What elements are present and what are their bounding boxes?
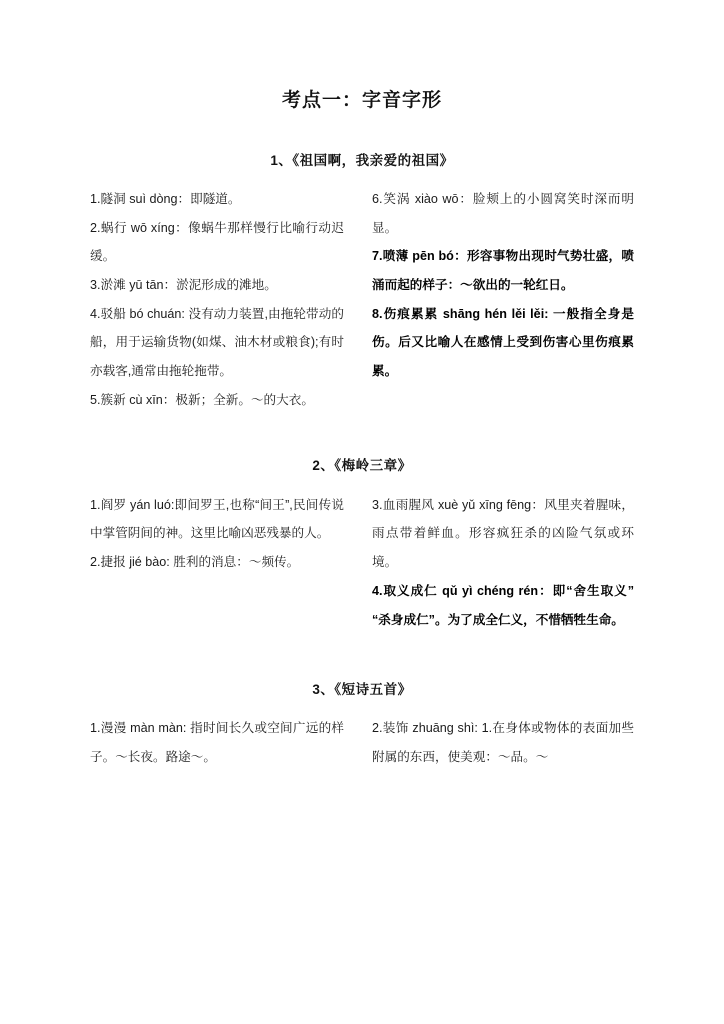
glossary-entry: 8.伤痕累累 shāng hén lěi lěi: 一般指全身是伤。后又比喻人在感情上受到伤害心里伤痕累累。: [372, 306, 634, 379]
glossary-entry: 1.隧洞 suì dòng：即隧道。: [90, 191, 241, 206]
glossary-entry: 2.蜗行 wō xíng：像蜗牛那样慢行比喻行动迟缓。: [90, 220, 344, 264]
section-2-heading: 2、《梅岭三章》: [312, 458, 412, 474]
glossary-entry: 6.笑涡 xiào wō：脸颊上的小圆窝笑时深而明显。: [372, 191, 634, 235]
page-title: 考点一：字音字形: [281, 90, 442, 111]
section-3-entries: [90, 700, 634, 771]
glossary-entry: 7.喷薄 pēn bó：形容事物出现时气势壮盛，喷涌而起的样子：～欲出的一轮红日。: [372, 249, 634, 292]
glossary-entry: 4.取义成仁 qǔ yì chéng rén：即“舍生取义”“杀身成仁”。为了成全仁义，不惜牺牲生命。: [372, 583, 634, 627]
glossary-entry: 1.阎罗 yán luó:即间罗王,也称“间王”,民间传说中掌管阴间的神。这里比喻凶恶残暴的人。: [90, 497, 344, 541]
section-3: [90, 634, 634, 772]
glossary-entry: 3.血雨腥风 xuè yǔ xīng fēng：风里夹着腥味，雨点带着鲜血。形容疯狂杀的凶险气氛或环境。: [372, 497, 634, 570]
glossary-entry: 2.捷报 jié bào: 胜利的消息：～频传。: [90, 555, 300, 570]
section-2-left-column: [90, 491, 362, 577]
section-1-heading: 1、《祖国啊，我亲爱的祖国》: [270, 152, 454, 168]
section-2-right-column: [362, 491, 634, 635]
section-2: [90, 414, 634, 634]
section-1: [90, 115, 634, 415]
glossary-entry: 5.簇新 cù xīn：极新；全新。～的大衣。: [90, 392, 314, 407]
glossary-entry: 3.淤滩 yū tān：淤泥形成的滩地。: [90, 277, 277, 292]
section-3-right-column: [362, 714, 634, 771]
glossary-entry: 1.漫漫 màn màn: 指时间长久或空间广远的样子。～长夜。路途～。: [90, 721, 344, 765]
section-1-right-column: [362, 185, 634, 386]
section-3-heading: 3、《短诗五首》: [312, 682, 412, 698]
section-3-left-column: [90, 714, 362, 771]
section-1-entries: [90, 171, 634, 415]
glossary-entry: 2.装饰 zhuāng shì: 1.在身体或物体的表面加些附属的东西，使美观：～品。～: [372, 721, 634, 765]
section-1-left-column: [90, 185, 362, 415]
section-2-entries: [90, 477, 634, 635]
glossary-entry: 4.驳船 bó chuán: 没有动力装置,由拖轮带动的船，用于运输货物(如煤、油木材或粮食);有时亦载客,通常由拖轮拖带。: [90, 306, 344, 379]
